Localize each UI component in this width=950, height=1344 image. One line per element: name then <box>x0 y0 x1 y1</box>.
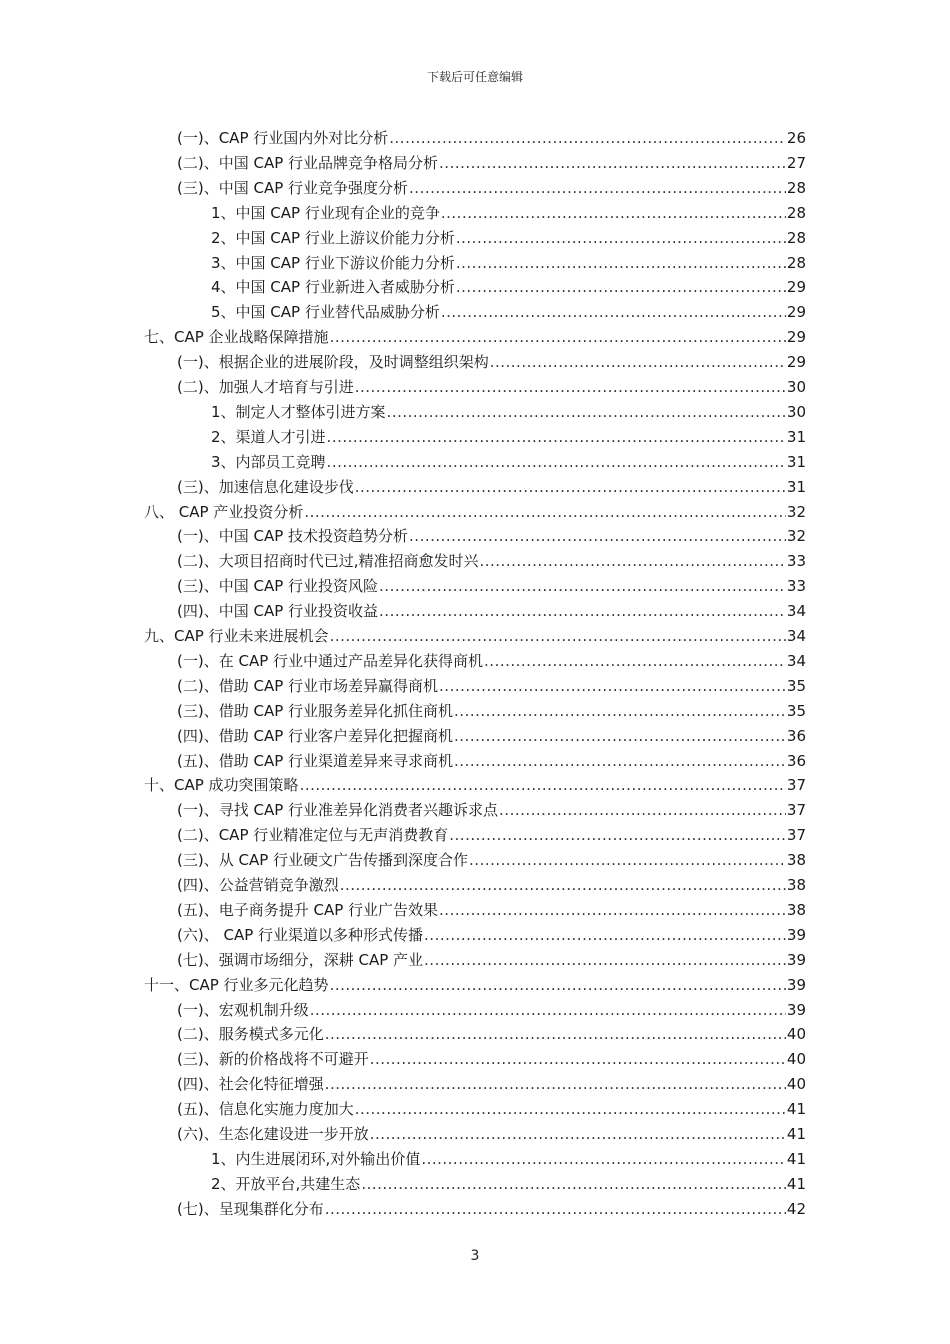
toc-entry-page: 28 <box>786 203 806 222</box>
toc-entry-title: 十一、CAP 行业多元化趋势 <box>144 975 329 994</box>
toc-entry[interactable] <box>177 724 806 749</box>
toc-entry-page: 30 <box>786 378 806 396</box>
toc-entry-page: 38 <box>786 876 806 894</box>
toc-leader-dots <box>304 500 786 525</box>
toc-entry-title: 八、 CAP 产业投资分析 <box>144 502 304 521</box>
toc-entry-page: 40 <box>786 1075 806 1094</box>
toc-entry-title: (七)、强调市场细分，深耕 CAP 产业 <box>177 950 424 969</box>
toc-entry-title: 3、内部员工竞聘 <box>211 452 326 471</box>
toc-entry[interactable] <box>144 500 806 525</box>
toc-entry-title: (二)、中国 CAP 行业品牌竞争格局分析 <box>177 153 439 172</box>
toc-leader-dots <box>355 1097 786 1122</box>
toc-leader-dots <box>387 400 786 425</box>
toc-leader-dots <box>490 350 786 375</box>
toc-entry-page: 37 <box>786 801 806 820</box>
toc-entry[interactable] <box>177 375 806 400</box>
toc-entry-title: (三)、从 CAP 行业硬文广告传播到深度合作 <box>177 851 469 870</box>
toc-entry-title: (三)、加速信息化建设步伐 <box>177 477 354 496</box>
toc-leader-dots <box>484 649 786 674</box>
toc-leader-dots <box>449 823 786 848</box>
toc-entry-page: 38 <box>786 851 806 870</box>
toc-entry[interactable] <box>177 749 806 774</box>
toc-entry-title: (四)、社会化特征增强 <box>177 1075 324 1094</box>
toc-entry-page: 29 <box>786 353 806 372</box>
toc-leader-dots <box>421 1147 786 1172</box>
toc-entry-page: 34 <box>786 651 806 670</box>
toc-entry[interactable] <box>177 1022 806 1047</box>
toc-leader-dots <box>439 151 786 176</box>
toc-entry-title: (五)、借助 CAP 行业渠道差异来寻求商机 <box>177 751 454 770</box>
toc-leader-dots <box>469 848 786 873</box>
toc-entry-title: 3、中国 CAP 行业下游议价能力分析 <box>211 253 455 272</box>
toc-entry-title: (四)、借助 CAP 行业客户差异化把握商机 <box>177 726 454 745</box>
toc-entry-page: 38 <box>786 900 806 919</box>
toc-entry-title: 七、CAP 企业战略保障措施 <box>144 328 329 347</box>
toc-entry-title: (三)、借助 CAP 行业服务差异化抓住商机 <box>177 701 454 720</box>
toc-entry-title: 十、CAP 成功突围策略 <box>144 776 299 795</box>
toc-entry[interactable] <box>177 176 806 201</box>
toc-entry[interactable] <box>177 126 806 151</box>
toc-entry[interactable] <box>211 1147 806 1172</box>
toc-leader-dots <box>355 375 786 400</box>
toc-leader-dots <box>456 251 786 276</box>
toc-entry-title: 4、中国 CAP 行业新进入者威胁分析 <box>211 278 455 297</box>
toc-entry-page: 35 <box>786 676 806 695</box>
toc-entry-page: 32 <box>786 527 806 546</box>
toc-entry[interactable] <box>211 300 806 325</box>
toc-entry[interactable] <box>177 674 806 699</box>
toc-leader-dots <box>379 574 786 599</box>
toc-leader-dots <box>454 749 786 774</box>
toc-entry-page: 30 <box>786 402 806 421</box>
toc-entry-page: 40 <box>786 1050 806 1069</box>
toc-entry-page: 39 <box>786 975 806 994</box>
toc-entry-page: 27 <box>786 153 806 172</box>
toc-entry-page: 42 <box>786 1199 806 1218</box>
toc-entry-page: 28 <box>786 228 806 247</box>
toc-entry[interactable] <box>211 201 806 226</box>
toc-leader-dots <box>409 176 786 201</box>
toc-entry-page: 29 <box>786 328 806 347</box>
toc-entry-title: 九、CAP 行业未来进展机会 <box>144 627 329 645</box>
toc-leader-dots <box>479 549 785 574</box>
toc-entry-title: 1、制定人才整体引进方案 <box>211 402 386 421</box>
toc-entry[interactable] <box>177 873 806 898</box>
toc-entry-title: (一)、在 CAP 行业中通过产品差异化获得商机 <box>177 651 484 670</box>
toc-entry-page: 26 <box>786 129 806 147</box>
toc-entry-title: (一)、根据企业的进展阶段，及时调整组织架构 <box>177 353 489 372</box>
toc-entry[interactable] <box>177 549 806 574</box>
toc-entry[interactable] <box>177 524 806 549</box>
toc-leader-dots <box>456 275 786 300</box>
toc-entry-page: 39 <box>786 925 806 944</box>
toc-entry[interactable] <box>211 226 806 251</box>
toc-entry-title: (二)、借助 CAP 行业市场差异赢得商机 <box>177 676 439 695</box>
toc-leader-dots <box>325 1197 786 1222</box>
toc-entry-page: 40 <box>786 1025 806 1044</box>
toc-entry[interactable] <box>177 1047 806 1072</box>
toc-entry-page: 34 <box>786 602 806 621</box>
toc-entry-title: (一)、宏观机制升级 <box>177 1000 309 1019</box>
toc-entry-page: 37 <box>786 826 806 845</box>
toc-entry-title: (一)、寻找 CAP 行业准差异化消费者兴趣诉求点 <box>177 801 499 820</box>
toc-entry-page: 28 <box>786 253 806 272</box>
toc-entry-title: (六)、生态化建设进一步开放 <box>177 1125 369 1143</box>
toc-leader-dots <box>325 1022 786 1047</box>
toc-entry-title: 2、中国 CAP 行业上游议价能力分析 <box>211 228 455 247</box>
toc-leader-dots <box>409 524 786 549</box>
toc-leader-dots <box>370 1047 786 1072</box>
toc-entry-title: (二)、服务模式多元化 <box>177 1025 324 1044</box>
toc-entry[interactable] <box>177 1097 806 1122</box>
toc-leader-dots <box>441 300 786 325</box>
toc-entry-page: 41 <box>786 1125 806 1143</box>
toc-entry-page: 41 <box>786 1149 806 1168</box>
toc-entry[interactable] <box>177 923 806 948</box>
toc-entry-title: (一)、中国 CAP 技术投资趋势分析 <box>177 527 409 546</box>
toc-leader-dots <box>439 898 786 923</box>
toc-entry-title: 1、内生进展闭环,对外输出价值 <box>211 1149 421 1168</box>
toc-entry[interactable] <box>211 425 806 450</box>
toc-entry-page: 31 <box>786 452 806 471</box>
toc-leader-dots <box>361 1172 786 1197</box>
toc-entry-title: (三)、中国 CAP 行业竞争强度分析 <box>177 178 409 197</box>
toc-entry[interactable] <box>211 450 806 475</box>
toc-entry-page: 29 <box>786 303 806 322</box>
toc-entry[interactable] <box>177 699 806 724</box>
toc-leader-dots <box>355 475 786 500</box>
toc-leader-dots <box>439 674 786 699</box>
toc-entry[interactable] <box>144 624 806 649</box>
toc-entry-title: (四)、公益营销竞争激烈 <box>177 876 339 894</box>
toc-leader-dots <box>424 923 786 948</box>
toc-entry-title: (五)、信息化实施力度加大 <box>177 1100 354 1119</box>
toc-entry[interactable] <box>177 823 806 848</box>
toc-entry-title: (二)、加强人才培育与引进 <box>177 378 354 396</box>
toc-entry[interactable] <box>211 275 806 300</box>
toc-entry[interactable] <box>177 948 806 973</box>
toc-entry-page: 36 <box>786 751 806 770</box>
toc-entry-page: 41 <box>786 1100 806 1119</box>
toc-leader-dots <box>310 998 786 1023</box>
toc-leader-dots <box>389 126 786 151</box>
toc-leader-dots <box>300 773 786 798</box>
toc-entry-title: (二)、大项目招商时代已过,精准招商愈发时兴 <box>177 552 479 571</box>
toc-entry[interactable] <box>177 1197 806 1222</box>
toc-entry-page: 29 <box>786 278 806 297</box>
toc-entry[interactable] <box>144 973 806 998</box>
toc-leader-dots <box>454 724 786 749</box>
toc-entry-page: 32 <box>786 502 806 521</box>
toc-entry-page: 31 <box>786 427 806 446</box>
toc-entry-title: (三)、新的价格战将不可避开 <box>177 1050 369 1069</box>
toc-entry-page: 33 <box>786 552 806 571</box>
toc-leader-dots <box>330 973 786 998</box>
toc-entry-title: 1、中国 CAP 行业现有企业的竞争 <box>211 203 440 222</box>
toc-entry[interactable] <box>177 350 806 375</box>
toc-entry[interactable] <box>144 325 806 350</box>
toc-leader-dots <box>325 1072 786 1097</box>
toc-leader-dots <box>340 873 786 898</box>
toc-entry[interactable] <box>177 574 806 599</box>
toc-entry-page: 31 <box>786 477 806 496</box>
toc-entry[interactable] <box>177 1072 806 1097</box>
toc-entry-page: 34 <box>786 627 806 645</box>
toc-entry[interactable] <box>177 1122 806 1147</box>
toc-entry-page: 39 <box>786 1000 806 1019</box>
toc-entry[interactable] <box>211 400 806 425</box>
toc-entry[interactable] <box>177 798 806 823</box>
toc-leader-dots <box>327 450 786 475</box>
toc-leader-dots <box>370 1122 786 1147</box>
toc-entry-page: 37 <box>786 776 806 795</box>
toc-leader-dots <box>327 425 786 450</box>
toc-entry[interactable] <box>177 898 806 923</box>
toc-leader-dots <box>441 201 786 226</box>
toc-leader-dots <box>424 948 786 973</box>
toc-entry-title: 2、渠道人才引进 <box>211 427 326 446</box>
toc-entry-title: (六)、 CAP 行业渠道以多种形式传播 <box>177 925 424 944</box>
toc-leader-dots <box>330 624 786 649</box>
toc-entry-page: 36 <box>786 726 806 745</box>
toc-entry[interactable] <box>177 151 806 176</box>
page-header: 下载后可任意编辑 <box>426 70 523 84</box>
toc-leader-dots <box>456 226 786 251</box>
toc-leader-dots <box>499 798 786 823</box>
toc-entry[interactable] <box>177 599 806 624</box>
toc-entry-title: (七)、呈现集群化分布 <box>177 1199 324 1218</box>
toc-entry-title: 2、开放平台,共建生态 <box>211 1174 361 1193</box>
toc-entry-page: 28 <box>786 178 806 197</box>
page-number: 3 <box>470 1248 480 1264</box>
toc-entry[interactable] <box>211 1172 806 1197</box>
toc-entry[interactable] <box>177 649 806 674</box>
toc-entry-title: (五)、电子商务提升 CAP 行业广告效果 <box>177 900 439 919</box>
toc-entry-title: (三)、中国 CAP 行业投资风险 <box>177 577 379 596</box>
toc-entry-title: 5、中国 CAP 行业替代品威胁分析 <box>211 303 440 322</box>
toc-entry-page: 39 <box>786 950 806 969</box>
toc-entry-title: (二)、CAP 行业精准定位与无声消费教育 <box>177 826 449 845</box>
toc-entry-page: 35 <box>786 701 806 720</box>
toc-leader-dots <box>454 699 786 724</box>
toc-entry-page: 33 <box>786 577 806 596</box>
toc-leader-dots <box>379 599 786 624</box>
toc-entry-title: (四)、中国 CAP 行业投资收益 <box>177 602 379 621</box>
toc-entry[interactable] <box>177 998 806 1023</box>
toc-leader-dots <box>330 325 786 350</box>
toc-entry-title: (一)、CAP 行业国内外对比分析 <box>177 129 389 147</box>
toc-entry-page: 41 <box>786 1174 806 1193</box>
toc-entry[interactable] <box>144 773 806 798</box>
toc-entry[interactable] <box>211 251 806 276</box>
toc-entry[interactable] <box>177 848 806 873</box>
toc-entry[interactable] <box>177 475 806 500</box>
